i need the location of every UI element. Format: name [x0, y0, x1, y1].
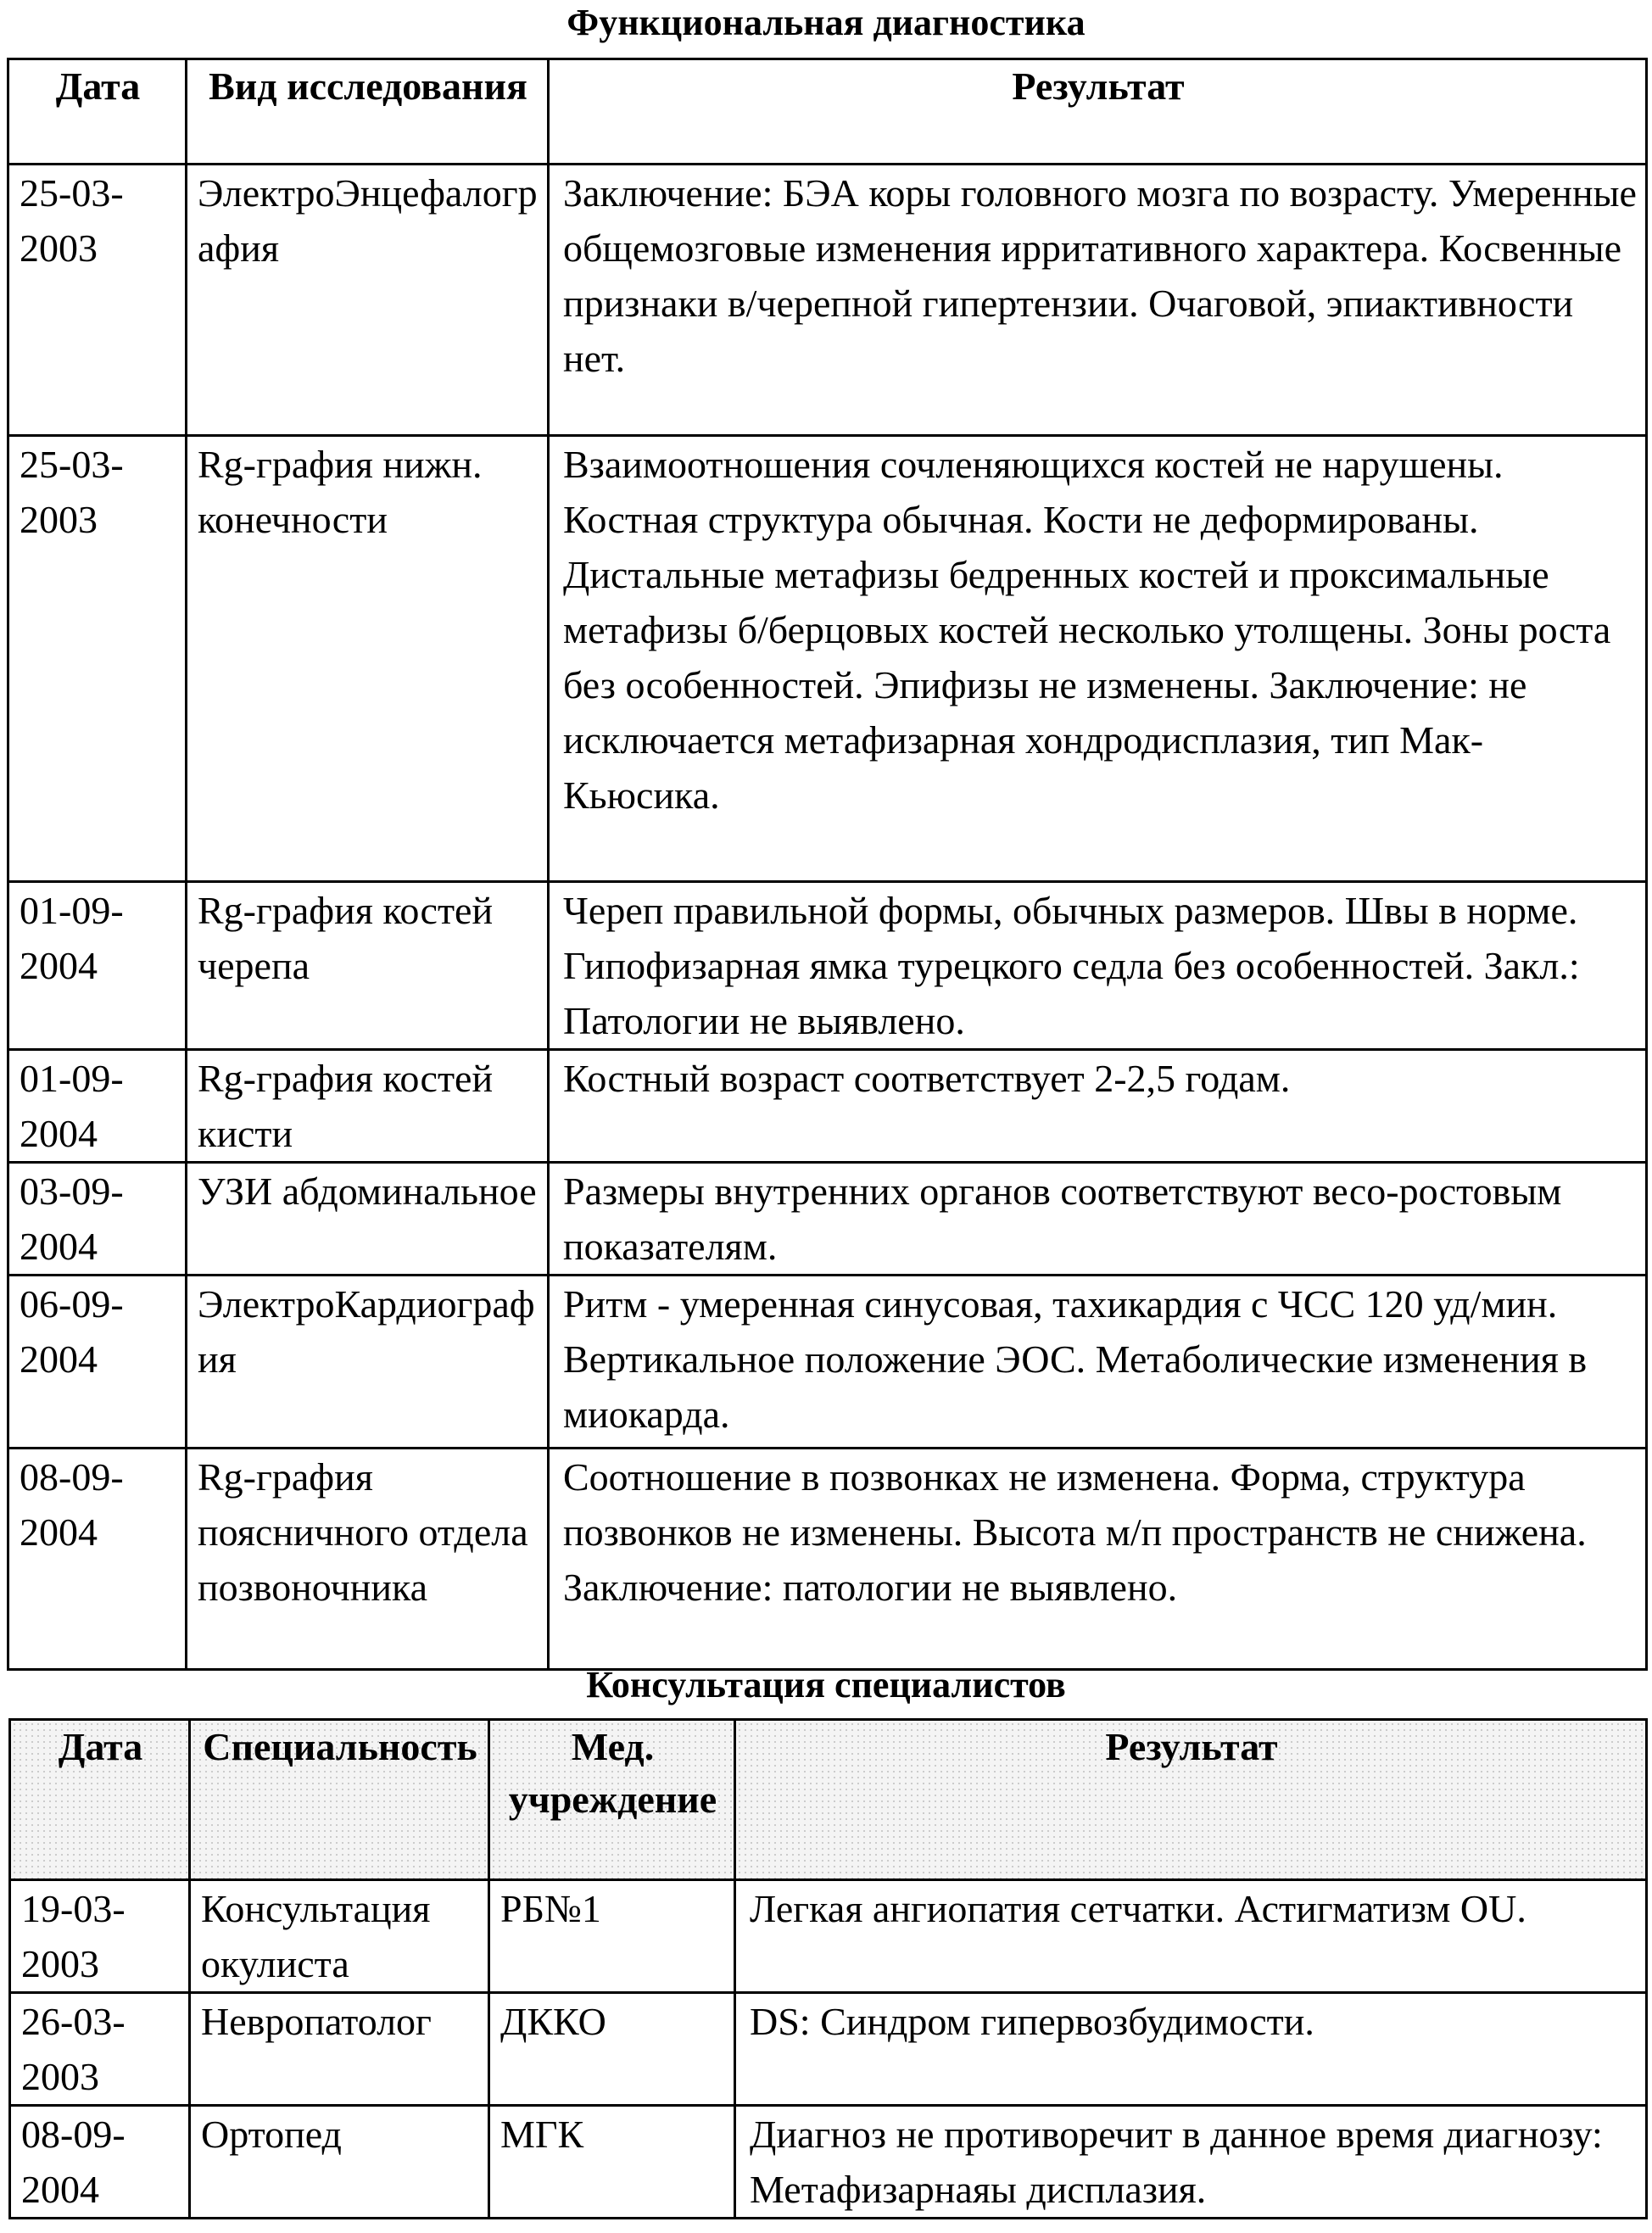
- table-row: [8, 1050, 1647, 1163]
- cell-institution: РБ№1: [489, 1880, 735, 1993]
- cell-study-type: Rg-графия костей черепа: [187, 882, 549, 1050]
- cell-result: Заключение: БЭА коры головного мозга по возрасту. Умеренные общемозговые изменения ирритативного характера. Косвенные признаки в/черепной гипертензии. Очаговой, эпиактивности нет.: [549, 165, 1647, 436]
- cell-date: 08-09-2004: [10, 2106, 190, 2219]
- cell-specialty: Ортопед: [190, 2106, 489, 2219]
- column-header-study-type: Вид исследования: [187, 59, 549, 165]
- cell-study-type: Rg-графия костей кисти: [187, 1050, 549, 1163]
- specialist-consultations-table: [8, 1718, 1648, 2219]
- cell-result: Соотношение в позвонках не изменена. Форма, структура позвонков не изменены. Высота м/п пространств не снижена. Заключение: патологии не выявлено.: [549, 1449, 1647, 1670]
- cell-study-type: УЗИ абдоминальное: [187, 1163, 549, 1276]
- cell-study-type: ЭлектроКардиография: [187, 1276, 549, 1449]
- table-header-row: [10, 1720, 1647, 1880]
- functional-diagnostics-table: [7, 58, 1648, 1671]
- cell-date: 01-09-2004: [8, 882, 187, 1050]
- table-row: [10, 1993, 1647, 2106]
- cell-result: Размеры внутренних органов соответствуют весо-ростовым показателям.: [549, 1163, 1647, 1276]
- table-row: [10, 1880, 1647, 1993]
- cell-date: 25-03-2003: [8, 165, 187, 436]
- table-row: [10, 2106, 1647, 2219]
- cell-result: Костный возраст соответствует 2-2,5 годам.: [549, 1050, 1647, 1163]
- column-header-result: Результат: [549, 59, 1647, 165]
- cell-result: Ритм - умеренная синусовая, тахикардия с ЧСС 120 уд/мин. Вертикальное положение ЭОС. Метаболические изменения в миокарда.: [549, 1276, 1647, 1449]
- cell-date: 01-09-2004: [8, 1050, 187, 1163]
- cell-date: 06-09-2004: [8, 1276, 187, 1449]
- column-header-result: Результат: [735, 1720, 1647, 1880]
- cell-study-type: Rg-графия нижн. конечности: [187, 436, 549, 882]
- table-row: [8, 882, 1647, 1050]
- table-row: [8, 165, 1647, 436]
- cell-date: 19-03-2003: [10, 1880, 190, 1993]
- table-row: [8, 1163, 1647, 1276]
- specialist-consultations-title: Консультация специалистов: [0, 1664, 1652, 1706]
- cell-date: 03-09-2004: [8, 1163, 187, 1276]
- column-header-institution: Мед. учреждение: [489, 1720, 735, 1880]
- column-header-date: Дата: [10, 1720, 190, 1880]
- cell-result: Диагноз не противоречит в данное время диагнозу: Метафизарнаяы дисплазия.: [735, 2106, 1647, 2219]
- cell-result: Взаимоотношения сочленяющихся костей не нарушены. Костная структура обычная. Кости не деформированы. Дистальные метафизы бедренных костей и проксимальные метафизы б/берцовых костей несколько утолщены. Зоны роста без особенностей. Эпифизы не изменены. Заключение: не исключается метафизарная хондродисплазия, тип Мак-Кьюсика.: [549, 436, 1647, 882]
- column-header-specialty: Специальность: [190, 1720, 489, 1880]
- cell-date: 08-09-2004: [8, 1449, 187, 1670]
- table-row: [8, 1276, 1647, 1449]
- cell-specialty: Консультация окулиста: [190, 1880, 489, 1993]
- cell-institution: ДККО: [489, 1993, 735, 2106]
- functional-diagnostics-title: Функциональная диагностика: [0, 2, 1652, 44]
- table-row: [8, 436, 1647, 882]
- column-header-date: Дата: [8, 59, 187, 165]
- cell-result: DS: Синдром гипервозбудимости.: [735, 1993, 1647, 2106]
- cell-result: Череп правильной формы, обычных размеров. Швы в норме. Гипофизарная ямка турецкого седла без особенностей. Закл.: Патологии не выявлено.: [549, 882, 1647, 1050]
- table-row: [8, 1449, 1647, 1670]
- cell-date: 25-03-2003: [8, 436, 187, 882]
- cell-date: 26-03-2003: [10, 1993, 190, 2106]
- cell-specialty: Невропатолог: [190, 1993, 489, 2106]
- table-header-row: [8, 59, 1647, 165]
- cell-institution: МГК: [489, 2106, 735, 2219]
- cell-study-type: ЭлектроЭнцефалография: [187, 165, 549, 436]
- cell-study-type: Rg-графия поясничного отдела позвоночника: [187, 1449, 549, 1670]
- cell-result: Легкая ангиопатия сетчатки. Астигматизм OU.: [735, 1880, 1647, 1993]
